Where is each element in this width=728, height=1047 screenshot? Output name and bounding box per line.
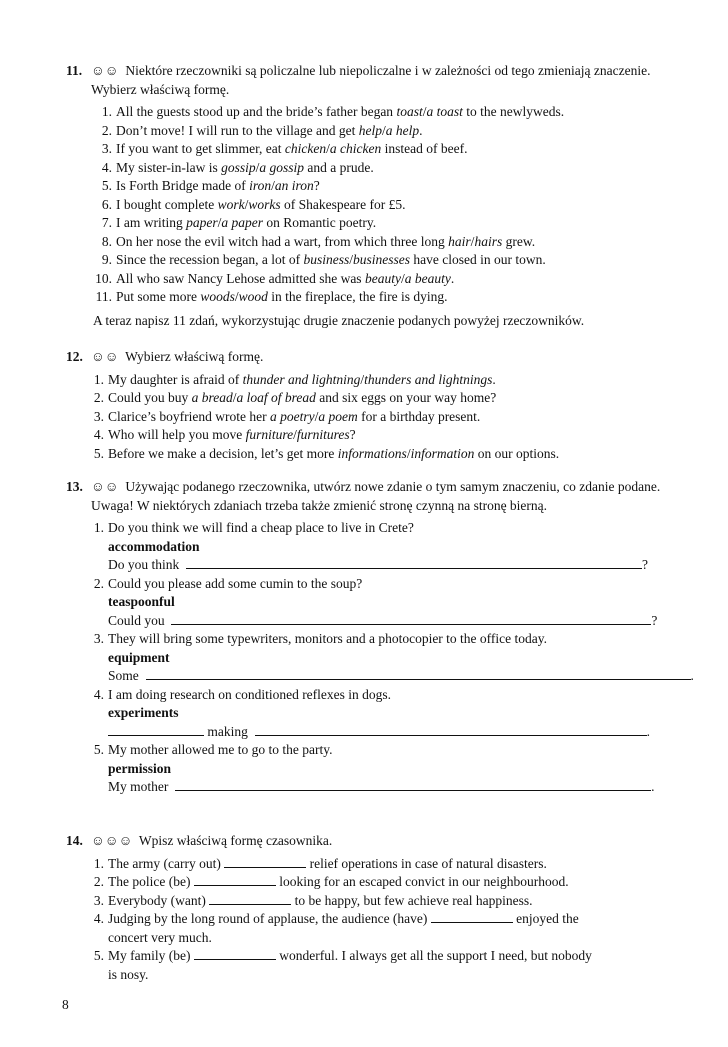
exercise-14-items — [0, 855, 728, 985]
list-item — [0, 426, 728, 445]
option-separator: / — [232, 390, 237, 405]
option-b: a chicken — [329, 141, 382, 156]
exercise-number: 12. — [66, 349, 83, 364]
answer-blank[interactable] — [209, 892, 291, 905]
item-sentence: My mother allowed me to go to the party. — [108, 742, 333, 757]
answer-line[interactable] — [146, 667, 691, 680]
answer-blank[interactable] — [194, 873, 276, 886]
list-item — [0, 140, 728, 159]
exercise-13-instruction: ☺☺ Używając podanego rzeczownika, utwórz nowe zdanie o tym samym znaczeniu, co zdanie podane. Uwaga! W niektórych zdaniach trzeba także zmienić stronę czynną na stronę bierną. — [91, 479, 661, 513]
item-number: 8. — [101, 233, 112, 249]
smiley-icon: ☺☺ — [91, 479, 119, 494]
option-separator: / — [422, 104, 427, 119]
answer-start: Some — [108, 668, 139, 683]
item-number: 5. — [101, 178, 112, 193]
exercise-12 — [0, 348, 728, 463]
list-item — [0, 910, 728, 929]
exercise-13-items — [0, 519, 728, 797]
list-item — [0, 177, 728, 196]
item-text: My sister-in-law is — [116, 159, 222, 175]
option-a: beauty — [364, 270, 401, 286]
item-text: Who will help you move — [108, 427, 246, 442]
exercise-13 — [0, 478, 728, 797]
list-item — [0, 947, 728, 966]
item-text: ? — [349, 427, 356, 442]
exercise-14-header — [0, 832, 728, 851]
exercise-11 — [0, 62, 728, 330]
item-number: 1. — [101, 104, 112, 119]
item-number: 2. — [93, 874, 104, 889]
item-text: ? — [313, 178, 320, 193]
answer-line[interactable] — [255, 723, 647, 736]
keyword: accommodation — [108, 538, 200, 554]
list-item — [0, 686, 728, 705]
option-b: a paper — [221, 215, 264, 230]
item-continuation: is nosy. — [108, 966, 149, 982]
list-item — [0, 371, 728, 390]
item-text: My daughter is afraid of — [108, 371, 243, 387]
answer-blank[interactable] — [224, 855, 306, 868]
item-text: All who saw Nancy Lehose admitted she was — [116, 270, 365, 286]
answer-line[interactable] — [186, 556, 642, 569]
item-number: 3. — [101, 141, 112, 156]
option-separator: / — [470, 233, 475, 249]
item-text: grew. — [502, 233, 536, 249]
answer-row — [0, 778, 728, 797]
keyword: permission — [108, 760, 172, 776]
exercise-11-note: A teraz napisz 11 zdań, wykorzystując drugie znaczenie podanych powyżej rzeczowników. — [93, 312, 585, 328]
answer-end: ? — [642, 557, 649, 572]
item-text: for a birthday present. — [357, 408, 481, 424]
item-number: 1. — [93, 371, 104, 387]
item-sentence: They will bring some typewriters, monitors and a photocopier to the office today. — [108, 631, 548, 646]
option-a: hair — [448, 233, 471, 249]
item-text: relief operations in case of natural disasters. — [306, 855, 547, 871]
exercise-13-header — [0, 478, 728, 515]
list-item — [0, 630, 728, 649]
answer-start: making — [207, 723, 248, 739]
item-text: enjoyed the — [512, 911, 579, 926]
answer-line[interactable] — [175, 778, 651, 791]
option-a: paper — [186, 215, 218, 230]
list-item — [0, 270, 728, 289]
item-text: on our options. — [474, 445, 560, 461]
item-text: in the fireplace, the fire is dying. — [267, 289, 448, 304]
option-a: iron — [249, 178, 272, 193]
option-separator: / — [234, 289, 239, 304]
answer-end: . — [646, 723, 650, 739]
answer-start: Could you — [108, 612, 165, 628]
answer-blank[interactable] — [108, 723, 204, 736]
option-b: wood — [238, 289, 268, 304]
item-sentence: Do you think we will find a cheap place to live in Crete? — [108, 520, 414, 535]
answer-row — [0, 612, 728, 631]
item-number: 4. — [101, 159, 112, 175]
item-number: 11. — [95, 289, 112, 304]
option-b: a poem — [318, 408, 358, 424]
option-b: an iron — [274, 178, 314, 193]
answer-blank[interactable] — [431, 910, 513, 923]
item-text: My family (be) — [108, 948, 194, 963]
smiley-icon: ☺☺☺ — [91, 833, 133, 848]
option-b: hairs — [474, 233, 503, 249]
answer-line[interactable] — [171, 612, 651, 625]
item-text: Is Forth Bridge made of — [116, 178, 250, 193]
keyword: equipment — [108, 649, 170, 665]
item-sentence: I am doing research on conditioned reflexes in dogs. — [108, 686, 392, 702]
answer-start: Do you think — [108, 557, 180, 572]
option-a: gossip — [221, 159, 256, 175]
item-text: If you want to get slimmer, eat — [116, 141, 285, 156]
page-number: 8 — [62, 997, 69, 1012]
option-b: a toast — [426, 104, 463, 119]
option-a: a bread — [191, 390, 233, 405]
smiley-icon: ☺☺ — [91, 63, 119, 78]
exercise-12-header — [0, 348, 728, 367]
exercise-11-items — [0, 103, 728, 307]
item-number: 9. — [101, 252, 112, 267]
option-separator: / — [314, 408, 319, 424]
item-text: Before we make a decision, let’s get more — [108, 445, 338, 461]
item-text: On her nose the evil witch had a wart, from which three long — [116, 233, 449, 249]
option-a: work — [217, 196, 245, 212]
option-separator: / — [255, 159, 260, 175]
item-sentence: Could you please add some cumin to the soup? — [108, 575, 363, 591]
exercise-14 — [0, 832, 728, 984]
option-b: works — [248, 196, 281, 212]
option-b: a loaf of bread — [236, 390, 316, 405]
item-text: looking for an escaped convict in our neighbourhood. — [275, 874, 569, 889]
list-item — [0, 233, 728, 252]
answer-start: My mother — [108, 779, 169, 794]
item-number: 5. — [93, 445, 104, 461]
exercise-number: 14. — [66, 833, 83, 848]
item-text: . — [450, 270, 455, 286]
answer-row — [0, 556, 728, 575]
item-text: The police (be) — [108, 874, 194, 889]
item-text: Could you buy — [108, 390, 192, 405]
answer-end: . — [690, 668, 694, 683]
list-item — [0, 408, 728, 427]
answer-row — [0, 667, 728, 686]
item-text: and six eggs on your way home? — [315, 390, 497, 405]
option-separator: / — [244, 196, 249, 212]
smiley-icon: ☺☺ — [91, 349, 119, 364]
option-b: a help — [385, 122, 420, 138]
item-number: 4. — [93, 427, 104, 442]
list-item — [0, 122, 728, 141]
exercise-12-items — [0, 371, 728, 464]
option-separator: / — [406, 445, 411, 461]
list-item — [0, 575, 728, 594]
item-text: . — [492, 371, 496, 387]
option-separator: / — [400, 270, 405, 286]
list-item — [0, 251, 728, 270]
item-text: Clarice’s boyfriend wrote her — [108, 408, 270, 424]
item-number: 2. — [93, 575, 104, 591]
item-number: 3. — [93, 408, 104, 424]
item-number: 4. — [93, 686, 104, 702]
option-a: toast — [396, 104, 423, 119]
option-a: informations — [337, 445, 407, 461]
exercise-number: 11. — [66, 63, 83, 78]
item-text: Put some more — [116, 289, 201, 304]
option-a: woods — [200, 289, 235, 304]
answer-blank[interactable] — [194, 947, 276, 960]
option-a: furniture — [245, 427, 294, 442]
item-text: Everybody (want) — [108, 892, 210, 908]
answer-end: . — [651, 779, 655, 794]
option-b: information — [410, 445, 475, 461]
option-separator: / — [326, 141, 330, 156]
item-text: and a prude. — [304, 159, 374, 175]
option-separator: / — [271, 178, 275, 193]
option-b: furnitures — [296, 427, 350, 442]
item-number: 1. — [93, 520, 104, 535]
item-text: . — [419, 122, 423, 138]
option-a: help — [358, 122, 382, 138]
item-continuation: concert very much. — [108, 929, 212, 945]
list-item — [0, 288, 728, 307]
item-text: Don’t move! I will run to the village and get — [116, 122, 359, 138]
keyword: teaspoonful — [108, 594, 175, 609]
item-text: I bought complete — [116, 196, 218, 212]
exercise-14-instruction: ☺☺☺ Wpisz właściwą formę czasownika. — [91, 833, 333, 848]
option-a: chicken — [284, 141, 327, 156]
item-text: have closed in our town. — [409, 252, 546, 267]
exercise-11-instruction: ☺☺ Niektóre rzeczowniki są policzalne lub niepoliczalne i w zależności od tego zmieniają znaczenie. Wybierz właściwą formę. — [91, 63, 651, 97]
item-text: to be happy, but few achieve real happiness. — [291, 892, 533, 908]
keyword: experiments — [108, 705, 179, 720]
option-separator: / — [349, 252, 353, 267]
option-separator: / — [360, 371, 365, 387]
item-number: 3. — [93, 631, 104, 646]
exercise-11-header — [0, 62, 728, 99]
list-item — [0, 159, 728, 178]
item-number: 2. — [93, 390, 104, 405]
list-item — [0, 445, 728, 464]
option-b: a beauty — [404, 270, 451, 286]
option-b: thunders and lightnings — [364, 371, 493, 387]
item-text: The army (carry out) — [108, 855, 225, 871]
list-item — [0, 196, 728, 215]
item-number: 5. — [93, 742, 104, 757]
item-text: wonderful. I always get all the support I need, but nobody — [275, 948, 592, 963]
answer-row — [0, 723, 728, 742]
item-text: All the guests stood up and the bride’s father began — [116, 104, 397, 119]
item-text: to the newlyweds. — [462, 104, 565, 119]
list-item — [0, 892, 728, 911]
item-number: 3. — [93, 892, 104, 908]
item-text: Since the recession began, a lot of — [116, 252, 304, 267]
item-text: on Romantic poetry. — [263, 215, 377, 230]
option-a: thunder and lightning — [242, 371, 361, 387]
item-number: 10. — [95, 270, 112, 286]
list-item — [0, 873, 728, 892]
option-separator: / — [217, 215, 222, 230]
item-number: 5. — [93, 948, 104, 963]
item-number: 4. — [93, 911, 104, 926]
item-number: 1. — [93, 855, 104, 871]
option-a: a poetry — [269, 408, 315, 424]
item-number: 2. — [101, 122, 112, 138]
item-number: 7. — [101, 215, 112, 230]
item-text: of Shakespeare for £5. — [280, 196, 406, 212]
item-text: I am writing — [116, 215, 187, 230]
list-item — [0, 855, 728, 874]
item-text: instead of beef. — [381, 141, 468, 156]
option-a: business — [303, 252, 350, 267]
exercise-12-instruction: ☺☺ Wybierz właściwą formę. — [91, 349, 264, 364]
answer-end: ? — [651, 612, 658, 628]
option-b: businesses — [352, 252, 410, 267]
list-item — [0, 389, 728, 408]
item-number: 6. — [101, 196, 112, 212]
option-separator: / — [293, 427, 297, 442]
option-separator: / — [381, 122, 386, 138]
list-item — [0, 214, 728, 233]
list-item — [0, 519, 728, 538]
option-b: a gossip — [259, 159, 305, 175]
list-item — [0, 103, 728, 122]
list-item — [0, 741, 728, 760]
item-text: Judging by the long round of applause, the audience (have) — [108, 911, 431, 926]
exercise-number: 13. — [66, 479, 83, 494]
